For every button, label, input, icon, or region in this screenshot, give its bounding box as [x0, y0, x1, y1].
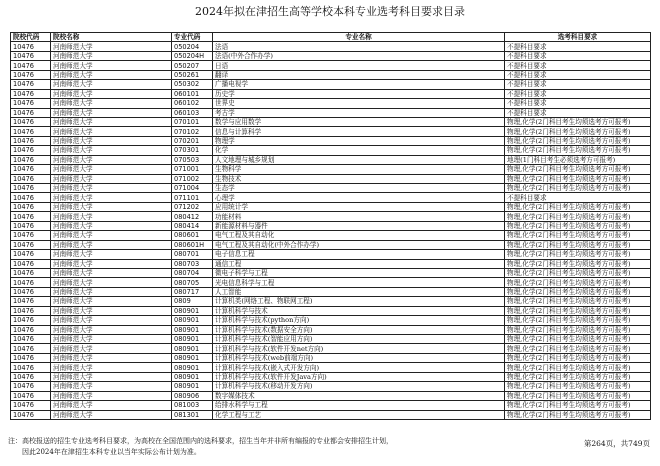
cell-school-code: 10476 — [11, 278, 51, 287]
cell-major-code: 080701 — [172, 250, 213, 259]
cell-major-code: 081301 — [172, 410, 213, 419]
cell-subject-requirement: 物理,化学(2门科目考生均须选考方可报考) — [505, 372, 651, 381]
cell-school-name: 河南师范大学 — [51, 250, 172, 259]
cell-major-name: 给排水科学与工程 — [213, 401, 505, 410]
cell-major-code: 060101 — [172, 89, 213, 98]
table-row — [11, 51, 651, 60]
cell-school-name: 河南师范大学 — [51, 240, 172, 249]
cell-school-name: 河南师范大学 — [51, 51, 172, 60]
cell-school-code: 10476 — [11, 155, 51, 164]
cell-school-name: 河南师范大学 — [51, 344, 172, 353]
cell-subject-requirement: 物理,化学(2门科目考生均须选考方可报考) — [505, 353, 651, 362]
cell-major-name: 功能材料 — [213, 212, 505, 221]
cell-school-name: 河南师范大学 — [51, 287, 172, 296]
cell-major-name: 数字媒体技术 — [213, 391, 505, 400]
table-header-row — [11, 33, 651, 42]
cell-school-code: 10476 — [11, 221, 51, 230]
cell-subject-requirement: 物理,化学(2门科目考生均须选考方可报考) — [505, 278, 651, 287]
table-row — [11, 231, 651, 240]
cell-subject-requirement: 物理,化学(2门科目考生均须选考方可报考) — [505, 250, 651, 259]
cell-subject-requirement: 物理,化学(2门科目考生均须选考方可报考) — [505, 184, 651, 193]
cell-major-code: 080906 — [172, 391, 213, 400]
cell-subject-requirement: 物理,化学(2门科目考生均须选考方可报考) — [505, 335, 651, 344]
page-title: 2024年拟在津招生高等学校本科专业选考科目要求目录 — [195, 5, 465, 18]
cell-school-name: 河南师范大学 — [51, 42, 172, 51]
cell-major-code: 080901 — [172, 344, 213, 353]
cell-school-code: 10476 — [11, 146, 51, 155]
cell-major-name: 计算机科学与技术(软件开发Java方向) — [213, 372, 505, 381]
cell-major-name: 生物技术 — [213, 174, 505, 183]
cell-subject-requirement: 物理,化学(2门科目考生均须选考方可报考) — [505, 363, 651, 372]
cell-subject-requirement: 物理,化学(2门科目考生均须选考方可报考) — [505, 401, 651, 410]
cell-school-code: 10476 — [11, 174, 51, 183]
table-row — [11, 61, 651, 70]
cell-school-name: 河南师范大学 — [51, 193, 172, 202]
header-school-name: 院校名称 — [51, 33, 172, 42]
cell-school-name: 河南师范大学 — [51, 325, 172, 334]
table-row — [11, 268, 651, 277]
header-subject-requirement: 选考科目要求 — [505, 33, 651, 42]
cell-school-code: 10476 — [11, 108, 51, 117]
cell-school-code: 10476 — [11, 42, 51, 51]
cell-major-name: 翻译 — [213, 70, 505, 79]
cell-subject-requirement: 物理,化学(2门科目考生均须选考方可报考) — [505, 174, 651, 183]
cell-school-code: 10476 — [11, 306, 51, 315]
cell-major-code: 070102 — [172, 127, 213, 136]
cell-school-name: 河南师范大学 — [51, 372, 172, 381]
cell-major-name: 人文地理与城乡规划 — [213, 155, 505, 164]
table-row — [11, 184, 651, 193]
table-row — [11, 42, 651, 51]
cell-subject-requirement: 物理,化学(2门科目考生均须选考方可报考) — [505, 306, 651, 315]
cell-subject-requirement: 地理(1门科目考生必须选考方可报考) — [505, 155, 651, 164]
page-counter: 第264页，共749页 — [583, 439, 650, 448]
cell-school-code: 10476 — [11, 372, 51, 381]
table-row — [11, 70, 651, 79]
cell-major-name: 信息与计算科学 — [213, 127, 505, 136]
cell-school-code: 10476 — [11, 287, 51, 296]
cell-school-name: 河南师范大学 — [51, 202, 172, 211]
cell-major-name: 法语 — [213, 42, 505, 51]
table-row — [11, 382, 651, 391]
table-row — [11, 165, 651, 174]
table-row — [11, 259, 651, 268]
cell-school-code: 10476 — [11, 61, 51, 70]
cell-major-code: 071101 — [172, 193, 213, 202]
cell-major-name: 日语 — [213, 61, 505, 70]
cell-subject-requirement: 物理,化学(2门科目考生均须选考方可报考) — [505, 231, 651, 240]
table-row — [11, 287, 651, 296]
cell-school-code: 10476 — [11, 193, 51, 202]
cell-school-code: 10476 — [11, 136, 51, 145]
table-row — [11, 174, 651, 183]
cell-major-name: 心理学 — [213, 193, 505, 202]
table-row — [11, 297, 651, 306]
cell-major-name: 广播电视学 — [213, 80, 505, 89]
cell-major-code: 080901 — [172, 306, 213, 315]
cell-school-code: 10476 — [11, 165, 51, 174]
cell-school-code: 10476 — [11, 316, 51, 325]
cell-school-code: 10476 — [11, 344, 51, 353]
cell-school-code: 10476 — [11, 335, 51, 344]
cell-school-name: 河南师范大学 — [51, 165, 172, 174]
cell-school-name: 河南师范大学 — [51, 212, 172, 221]
cell-school-name: 河南师范大学 — [51, 184, 172, 193]
header-major-code: 专业代码 — [172, 33, 213, 42]
cell-major-code: 071004 — [172, 184, 213, 193]
cell-school-name: 河南师范大学 — [51, 117, 172, 126]
cell-school-code: 10476 — [11, 325, 51, 334]
cell-major-name: 计算机类(网络工程、物联网工程) — [213, 297, 505, 306]
cell-school-code: 10476 — [11, 382, 51, 391]
cell-subject-requirement: 不提科目要求 — [505, 89, 651, 98]
cell-major-name: 光电信息科学与工程 — [213, 278, 505, 287]
cell-school-name: 河南师范大学 — [51, 80, 172, 89]
cell-major-code: 080601 — [172, 231, 213, 240]
cell-school-code: 10476 — [11, 231, 51, 240]
cell-school-code: 10476 — [11, 184, 51, 193]
cell-major-name: 电子信息工程 — [213, 250, 505, 259]
cell-subject-requirement: 物理,化学(2门科目考生均须选考方可报考) — [505, 316, 651, 325]
cell-subject-requirement: 不提科目要求 — [505, 99, 651, 108]
cell-subject-requirement: 不提科目要求 — [505, 51, 651, 60]
cell-major-code: 050302 — [172, 80, 213, 89]
cell-subject-requirement: 物理,化学(2门科目考生均须选考方可报考) — [505, 146, 651, 155]
cell-major-name: 通信工程 — [213, 259, 505, 268]
cell-major-code: 080717 — [172, 287, 213, 296]
cell-subject-requirement: 物理,化学(2门科目考生均须选考方可报考) — [505, 165, 651, 174]
cell-school-code: 10476 — [11, 363, 51, 372]
cell-major-name: 化学工程与工艺 — [213, 410, 505, 419]
table-row — [11, 212, 651, 221]
cell-major-name: 生态学 — [213, 184, 505, 193]
cell-school-name: 河南师范大学 — [51, 268, 172, 277]
cell-major-name: 应用统计学 — [213, 202, 505, 211]
cell-major-code: 070503 — [172, 155, 213, 164]
cell-major-name: 生物科学 — [213, 165, 505, 174]
cell-major-code: 060102 — [172, 99, 213, 108]
cell-school-name: 河南师范大学 — [51, 353, 172, 362]
table-row — [11, 316, 651, 325]
cell-school-name: 河南师范大学 — [51, 146, 172, 155]
cell-major-name: 世界史 — [213, 99, 505, 108]
cell-major-code: 050204 — [172, 42, 213, 51]
cell-major-name: 历史学 — [213, 89, 505, 98]
cell-school-name: 河南师范大学 — [51, 231, 172, 240]
cell-major-name: 计算机科学与技术 — [213, 306, 505, 315]
cell-school-name: 河南师范大学 — [51, 401, 172, 410]
table-row — [11, 325, 651, 334]
cell-subject-requirement: 不提科目要求 — [505, 61, 651, 70]
cell-school-name: 河南师范大学 — [51, 136, 172, 145]
table-row — [11, 117, 651, 126]
cell-school-code: 10476 — [11, 117, 51, 126]
cell-school-name: 河南师范大学 — [51, 61, 172, 70]
table-row — [11, 335, 651, 344]
cell-major-name: 计算机科学与技术(软件开发net方向) — [213, 344, 505, 353]
cell-school-code: 10476 — [11, 391, 51, 400]
table-row — [11, 221, 651, 230]
cell-school-code: 10476 — [11, 99, 51, 108]
cell-major-name: 计算机科学与技术(嵌入式开发方向) — [213, 363, 505, 372]
cell-school-code: 10476 — [11, 51, 51, 60]
cell-subject-requirement: 物理,化学(2门科目考生均须选考方可报考) — [505, 240, 651, 249]
cell-major-code: 080705 — [172, 278, 213, 287]
cell-major-code: 080901 — [172, 353, 213, 362]
cell-major-code: 0809 — [172, 297, 213, 306]
table-row — [11, 250, 651, 259]
cell-major-code: 081003 — [172, 401, 213, 410]
cell-school-code: 10476 — [11, 297, 51, 306]
cell-major-name: 计算机科学与技术(移动开发方向) — [213, 382, 505, 391]
table-row — [11, 372, 651, 381]
cell-subject-requirement: 物理,化学(2门科目考生均须选考方可报考) — [505, 117, 651, 126]
cell-school-name: 河南师范大学 — [51, 306, 172, 315]
cell-major-code: 071001 — [172, 165, 213, 174]
cell-school-name: 河南师范大学 — [51, 108, 172, 117]
cell-school-code: 10476 — [11, 202, 51, 211]
cell-subject-requirement: 物理,化学(2门科目考生均须选考方可报考) — [505, 391, 651, 400]
cell-major-code: 080901 — [172, 325, 213, 334]
table-row — [11, 99, 651, 108]
table-row — [11, 410, 651, 419]
cell-major-name: 电气工程及其自动化 — [213, 231, 505, 240]
cell-subject-requirement: 物理,化学(2门科目考生均须选考方可报考) — [505, 382, 651, 391]
cell-major-code: 080703 — [172, 259, 213, 268]
header-school-code: 院校代码 — [11, 33, 51, 42]
cell-major-name: 新能源材料与器件 — [213, 221, 505, 230]
cell-major-code: 080414 — [172, 221, 213, 230]
cell-major-code: 060103 — [172, 108, 213, 117]
cell-subject-requirement: 不提科目要求 — [505, 108, 651, 117]
cell-subject-requirement: 不提科目要求 — [505, 42, 651, 51]
cell-school-code: 10476 — [11, 353, 51, 362]
table-row — [11, 401, 651, 410]
cell-major-name: 电气工程及其自动化(中外合作办学) — [213, 240, 505, 249]
table-row — [11, 306, 651, 315]
cell-school-name: 河南师范大学 — [51, 70, 172, 79]
cell-major-code: 050204H — [172, 51, 213, 60]
requirements-table — [10, 32, 651, 420]
cell-major-name: 计算机科学与技术(web前端方向) — [213, 353, 505, 362]
table-row — [11, 240, 651, 249]
cell-school-name: 河南师范大学 — [51, 297, 172, 306]
table-row — [11, 155, 651, 164]
cell-major-code: 080901 — [172, 382, 213, 391]
cell-major-name: 微电子科学与工程 — [213, 268, 505, 277]
table-row — [11, 127, 651, 136]
footnote — [8, 436, 528, 458]
cell-subject-requirement: 物理,化学(2门科目考生均须选考方可报考) — [505, 221, 651, 230]
cell-subject-requirement: 物理,化学(2门科目考生均须选考方可报考) — [505, 259, 651, 268]
table-row — [11, 89, 651, 98]
cell-school-name: 河南师范大学 — [51, 391, 172, 400]
table-row — [11, 202, 651, 211]
cell-major-code: 070201 — [172, 136, 213, 145]
cell-subject-requirement: 物理,化学(2门科目考生均须选考方可报考) — [505, 202, 651, 211]
cell-major-code: 080901 — [172, 372, 213, 381]
cell-major-code: 080901 — [172, 335, 213, 344]
footnote-line-2: 因此2024年在津招生本科专业以当年实际公布计划为准。 — [22, 448, 201, 456]
cell-major-code: 070301 — [172, 146, 213, 155]
cell-subject-requirement: 物理,化学(2门科目考生均须选考方可报考) — [505, 287, 651, 296]
cell-school-name: 河南师范大学 — [51, 278, 172, 287]
cell-major-code: 071202 — [172, 202, 213, 211]
cell-major-code: 080901 — [172, 316, 213, 325]
table-row — [11, 363, 651, 372]
cell-major-code: 050207 — [172, 61, 213, 70]
table-row — [11, 353, 651, 362]
cell-major-name: 化学 — [213, 146, 505, 155]
cell-major-code: 080901 — [172, 363, 213, 372]
cell-school-name: 河南师范大学 — [51, 221, 172, 230]
cell-major-name: 法语(中外合作办学) — [213, 51, 505, 60]
cell-major-name: 考古学 — [213, 108, 505, 117]
cell-school-name: 河南师范大学 — [51, 155, 172, 164]
cell-school-name: 河南师范大学 — [51, 382, 172, 391]
cell-major-code: 080601H — [172, 240, 213, 249]
cell-school-name: 河南师范大学 — [51, 335, 172, 344]
cell-subject-requirement: 物理,化学(2门科目考生均须选考方可报考) — [505, 212, 651, 221]
cell-major-name: 物理学 — [213, 136, 505, 145]
cell-major-name: 数学与应用数学 — [213, 117, 505, 126]
cell-major-name: 计算机科学与技术(智能应用方向) — [213, 335, 505, 344]
cell-major-code: 080412 — [172, 212, 213, 221]
cell-school-name: 河南师范大学 — [51, 174, 172, 183]
cell-major-name: 计算机科学与技术(python方向) — [213, 316, 505, 325]
cell-subject-requirement: 物理,化学(2门科目考生均须选考方可报考) — [505, 344, 651, 353]
cell-subject-requirement: 不提科目要求 — [505, 193, 651, 202]
table-row — [11, 136, 651, 145]
cell-school-name: 河南师范大学 — [51, 99, 172, 108]
cell-major-code: 070101 — [172, 117, 213, 126]
cell-subject-requirement: 物理,化学(2门科目考生均须选考方可报考) — [505, 410, 651, 419]
cell-major-name: 人工智能 — [213, 287, 505, 296]
cell-subject-requirement: 物理,化学(2门科目考生均须选考方可报考) — [505, 325, 651, 334]
cell-school-code: 10476 — [11, 240, 51, 249]
cell-school-code: 10476 — [11, 89, 51, 98]
cell-school-name: 河南师范大学 — [51, 89, 172, 98]
header-major-name: 专业名称 — [213, 33, 505, 42]
cell-school-code: 10476 — [11, 212, 51, 221]
cell-school-code: 10476 — [11, 70, 51, 79]
table-row — [11, 278, 651, 287]
cell-school-code: 10476 — [11, 80, 51, 89]
cell-major-code: 050261 — [172, 70, 213, 79]
cell-school-name: 河南师范大学 — [51, 316, 172, 325]
table-row — [11, 146, 651, 155]
cell-school-code: 10476 — [11, 268, 51, 277]
cell-subject-requirement: 物理,化学(2门科目考生均须选考方可报考) — [505, 297, 651, 306]
cell-school-code: 10476 — [11, 410, 51, 419]
cell-school-code: 10476 — [11, 401, 51, 410]
cell-subject-requirement: 物理,化学(2门科目考生均须选考方可报考) — [505, 127, 651, 136]
cell-major-code: 071002 — [172, 174, 213, 183]
table-row — [11, 344, 651, 353]
cell-subject-requirement: 物理,化学(2门科目考生均须选考方可报考) — [505, 136, 651, 145]
cell-school-name: 河南师范大学 — [51, 363, 172, 372]
cell-school-name: 河南师范大学 — [51, 410, 172, 419]
table-body — [11, 42, 651, 420]
cell-school-code: 10476 — [11, 259, 51, 268]
cell-subject-requirement: 不提科目要求 — [505, 80, 651, 89]
cell-school-code: 10476 — [11, 250, 51, 259]
table-row — [11, 391, 651, 400]
table-row — [11, 193, 651, 202]
cell-major-name: 计算机科学与技术(数据安全方向) — [213, 325, 505, 334]
cell-subject-requirement: 物理,化学(2门科目考生均须选考方可报考) — [505, 268, 651, 277]
footnote-line-1: 注：高校报送的招生专业选考科目要求，为高校在全国范围内的选科要求，招生当年并非所有编报的专业都会安排招生计划， — [8, 437, 393, 445]
table-row — [11, 108, 651, 117]
cell-subject-requirement: 不提科目要求 — [505, 70, 651, 79]
table-row — [11, 80, 651, 89]
cell-major-code: 080704 — [172, 268, 213, 277]
cell-school-name: 河南师范大学 — [51, 127, 172, 136]
cell-school-code: 10476 — [11, 127, 51, 136]
cell-school-name: 河南师范大学 — [51, 259, 172, 268]
